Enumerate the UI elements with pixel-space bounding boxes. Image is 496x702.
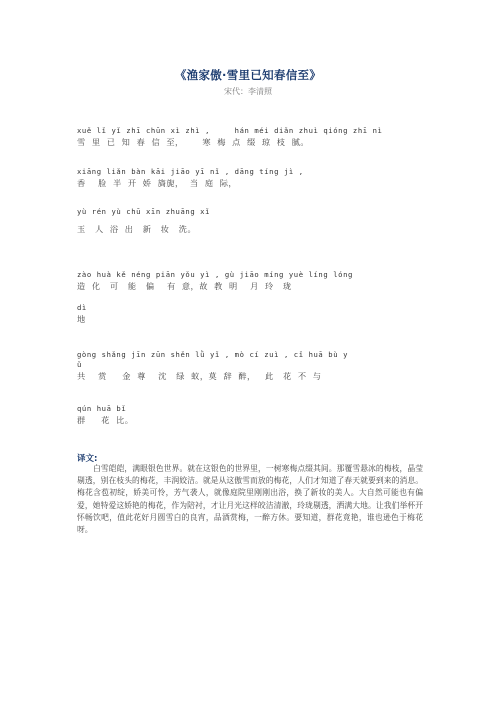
poem-title: 《渔家傲·雪里已知春信至》 — [174, 68, 322, 82]
hanzi-line: 雪 里 已 知 春 信 至， 寒 梅 点 缀 琼 枝 腻。 — [77, 137, 310, 147]
poem-author: 宋代：李清照 — [224, 87, 272, 96]
pinyin-line: gòng shǎng jīn zūn shěn lǜ yǐ , mò cí zuì , cǐ huā bù y — [77, 350, 348, 359]
pinyin-line: dì — [77, 303, 87, 312]
pinyin-line: yù rén yù chū xīn zhuāng xǐ — [77, 207, 211, 216]
hanzi-line: 群 花 比。 — [77, 415, 134, 425]
pinyin-line: qún huā bǐ — [77, 404, 127, 413]
verse-line-2 — [77, 167, 427, 189]
hanzi-line: 玉 人 浴 出 新 妆 洗。 — [77, 224, 197, 234]
hanzi-line: 香 脸 半 开 娇 旖旎， 当 庭 际， — [77, 178, 238, 188]
verse-line-4 — [77, 270, 427, 325]
pinyin-line: xuě lǐ yǐ zhī chūn xì zhì , hán méi diǎn zhuì qióng zhī nì — [77, 126, 383, 135]
pinyin-line-wrap: ǔ — [77, 360, 82, 369]
hanzi-line: 地 — [77, 314, 86, 324]
hanzi-line: 共 赏 金 尊 沈 绿 蚁，莫 辞 醉， 此 花 不 与 — [77, 371, 322, 381]
translation-heading: 译文: — [77, 454, 98, 464]
verse-line-6 — [77, 404, 427, 426]
verse-line-1 — [77, 126, 427, 148]
verse-line-5 — [77, 350, 427, 382]
hanzi-line: 造 化 可 能 偏 有 意，故 教 明 月 玲 珑 — [77, 281, 292, 291]
translation-text: 白雪皑皑，满眼银色世界。就在这银色的世界里，一树寒梅点缀其间。那覆雪悬冰的梅枝，晶莹剔透，别在枝头的梅花，丰润姣洁。就是从这傲雪而放的梅花，人们才知道了春天就要到来的消息。梅花含苞初绽，娇美可怜，芳气袭人，就像庭院里刚刚出浴，换了新妆的美人。大自然可能也有偏爱，她特爱这娇艳的梅花，作为陪衬，才让月光这样皎洁清澈，玲珑剔透，洒满大地。让我们举杯开怀畅饮吧，值此花好月圆雪白的良宵，品酒赏梅，一醉方休。要知道，群花竟艳，谁也逊色于梅花呀。 — [77, 464, 423, 535]
pinyin-line: zào huà kě néng piān yǒu yì , gù jiāo míng yuè líng lóng — [77, 270, 353, 279]
pinyin-line: xiāng liǎn bàn kāi jiāo yī nǐ , dāng tíng jì , — [77, 167, 304, 176]
verse-line-3 — [77, 207, 427, 235]
